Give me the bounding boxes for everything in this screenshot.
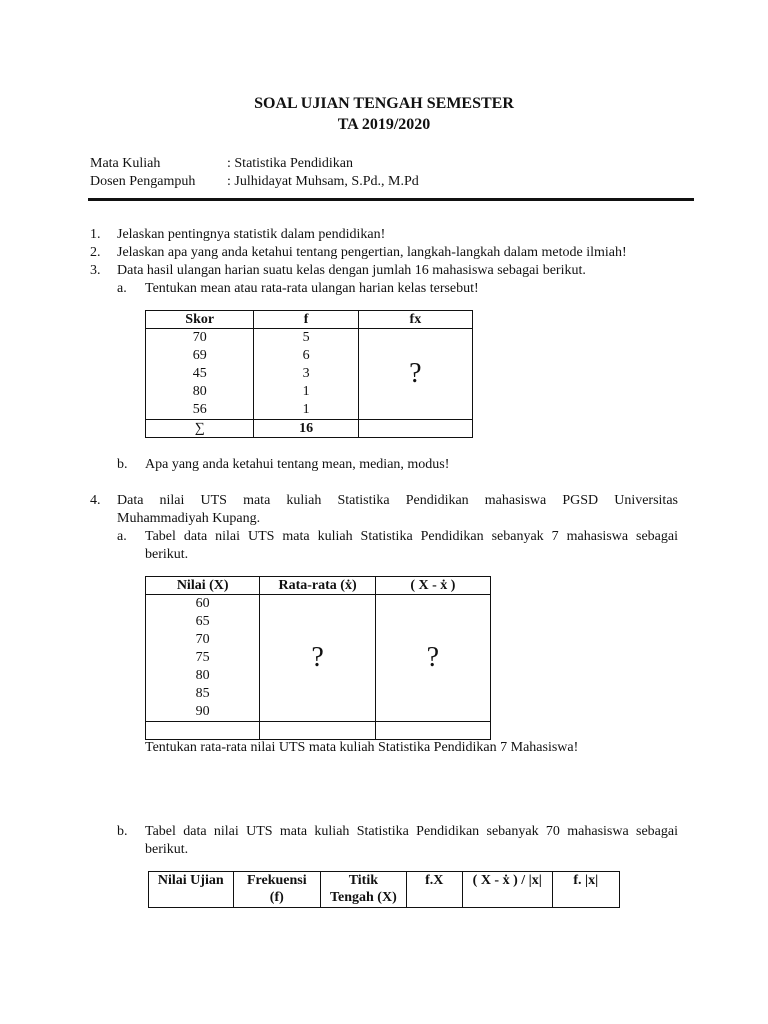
table-header	[233, 872, 321, 908]
grades-table	[145, 576, 491, 740]
question-mark: ?	[426, 642, 440, 673]
table-header-line: Frekuensi	[246, 873, 307, 888]
table-header: Nilai Ujian	[149, 872, 234, 908]
table-header-line: Tengah (X)	[329, 890, 397, 905]
question-4a-label: a.	[117, 529, 127, 544]
sum-symbol-cell: ∑	[146, 420, 254, 438]
question-2-number: 2.	[90, 245, 101, 260]
question-2-text: Jelaskan apa yang anda ketahui tentang pengertian, langkah-langkah dalam metode ilmiah!	[117, 245, 627, 260]
question-1-number: 1.	[90, 227, 101, 242]
skor-column	[146, 329, 254, 420]
table-cell: 45	[192, 366, 207, 381]
table-header: fx	[358, 311, 472, 329]
table-header: f	[254, 311, 358, 329]
table-cell: 80	[195, 668, 210, 683]
question-3-number: 3.	[90, 263, 101, 278]
lecturer-label: Dosen Pengampuh	[90, 174, 196, 189]
sum-f-cell: 16	[254, 420, 358, 438]
lecturer-value: : Julhidayat Muhsam, S.Pd., M.Pd	[227, 174, 419, 189]
question-3-text: Data hasil ulangan harian suatu kelas dengan jumlah 16 mahasiswa sebagai berikut.	[117, 263, 586, 278]
sum-fx-cell	[358, 420, 472, 438]
question-3a-text: Tentukan mean atau rata-rata ulangan harian kelas tersebut!	[145, 281, 479, 296]
page-title: SOAL UJIAN TENGAH SEMESTER	[254, 95, 514, 112]
table-header: ( X - ẋ )	[375, 577, 490, 595]
table-cell: 1	[302, 384, 310, 399]
table-header: Skor	[146, 311, 254, 329]
f-column	[254, 329, 358, 420]
frequency-distribution-table	[148, 871, 620, 908]
question-4a-text-line2: berikut.	[145, 547, 189, 562]
nilai-column	[146, 595, 260, 722]
table-cell-empty	[146, 722, 260, 740]
table-cell: 1	[302, 402, 310, 417]
table-cell: 6	[302, 348, 310, 363]
table-cell: 75	[195, 650, 210, 665]
table-cell: 85	[195, 686, 210, 701]
table-cell: 5	[302, 330, 310, 345]
question-4a-instruction: Tentukan rata-rata nilai UTS mata kuliah Statistika Pendidikan 7 Mahasiswa!	[145, 740, 579, 755]
table-header: Nilai (X)	[146, 577, 260, 595]
question-4-text-line2: Muhammadiyah Kupang.	[117, 511, 261, 526]
table-cell: 70	[192, 330, 207, 345]
table-header-line: Titik	[348, 873, 378, 888]
table-cell: 90	[195, 704, 210, 719]
table-header: Rata-rata (ẋ)	[260, 577, 375, 595]
course-label: Mata Kuliah	[90, 156, 161, 171]
table-cell: 56	[192, 402, 207, 417]
question-mark: ?	[311, 642, 324, 673]
table-cell: 69	[192, 348, 207, 363]
mean-column	[260, 595, 375, 722]
table-header: f. |x|	[552, 872, 619, 908]
question-1-text: Jelaskan pentingnya statistik dalam pendidikan!	[117, 227, 386, 242]
question-4a-text-line1: Tabel data nilai UTS mata kuliah Statistika Pendidikan sebanyak 7 mahasiswa sebagai	[145, 529, 678, 544]
question-mark: ?	[409, 358, 422, 389]
deviation-column	[375, 595, 490, 722]
header-divider	[88, 198, 694, 201]
table-cell: 3	[302, 366, 310, 381]
question-4-text-line1: Data nilai UTS mata kuliah Statistika Pendidikan mahasiswa PGSD Universitas	[117, 493, 678, 508]
table-cell: 65	[195, 614, 210, 629]
table-cell-empty	[375, 722, 490, 740]
question-3b-text: Apa yang anda ketahui tentang mean, median, modus!	[145, 457, 450, 472]
score-frequency-table	[145, 310, 473, 438]
question-4b-text-line2: berikut.	[145, 842, 189, 857]
fx-column	[358, 329, 472, 420]
table-header-line: (f)	[269, 890, 284, 905]
table-cell: 80	[192, 384, 207, 399]
table-cell: 60	[195, 596, 210, 611]
question-4b-label: b.	[117, 824, 128, 839]
table-header: f.X	[406, 872, 462, 908]
question-3b-label: b.	[117, 457, 128, 472]
table-header	[321, 872, 407, 908]
table-header: ( X - ẋ ) / |x|	[462, 872, 552, 908]
table-cell-empty	[260, 722, 375, 740]
page-subtitle: TA 2019/2020	[337, 116, 431, 133]
question-4b-text-line1: Tabel data nilai UTS mata kuliah Statistika Pendidikan sebanyak 70 mahasiswa sebagai	[145, 824, 678, 839]
table-cell: 70	[195, 632, 210, 647]
question-4-number: 4.	[90, 493, 101, 508]
question-3a-label: a.	[117, 281, 127, 296]
course-value: : Statistika Pendidikan	[227, 156, 353, 171]
